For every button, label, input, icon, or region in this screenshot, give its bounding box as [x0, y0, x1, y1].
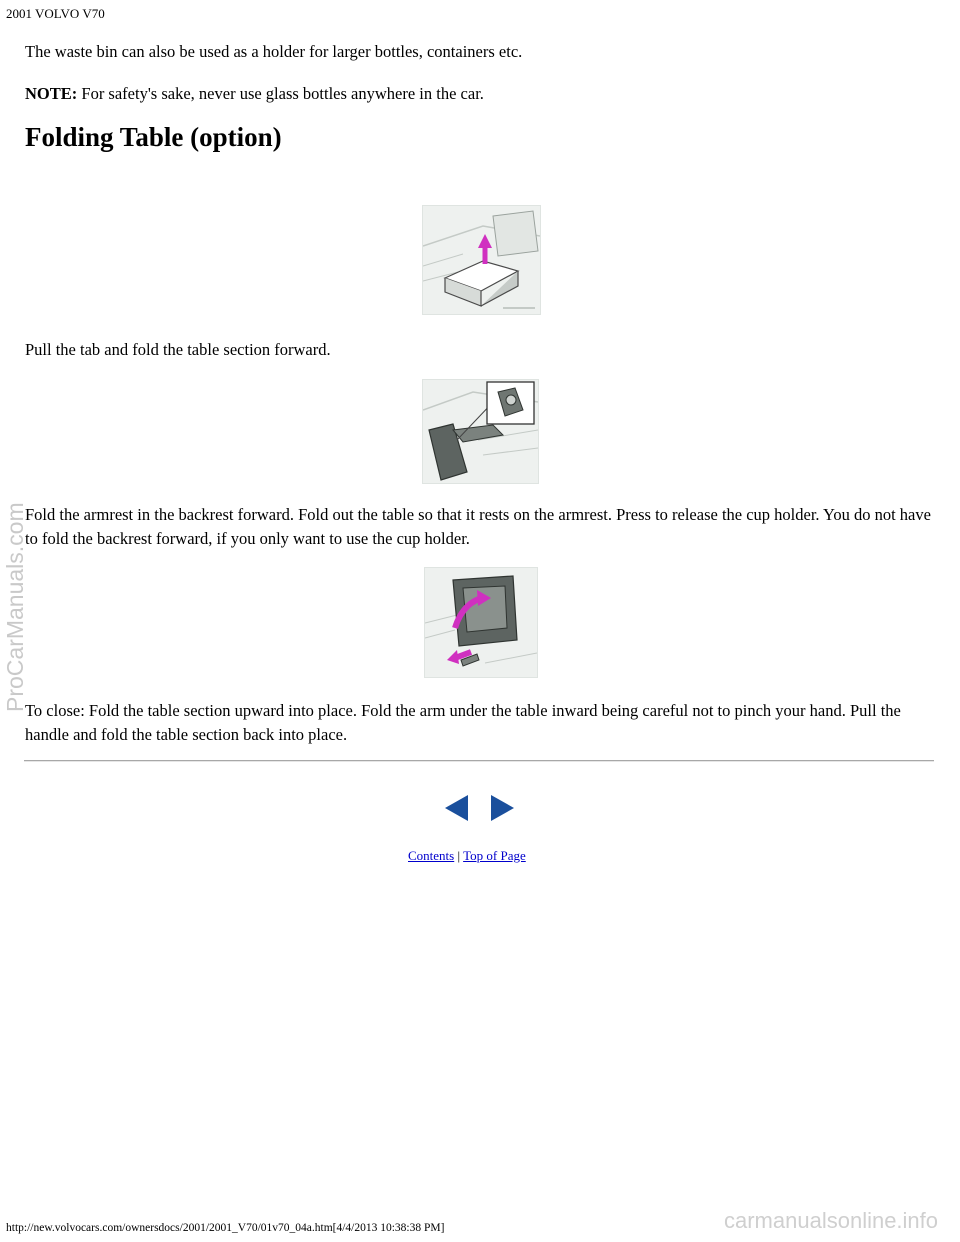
figure-pull-tab	[422, 205, 541, 315]
figure-close-table	[424, 567, 538, 678]
note-paragraph	[25, 82, 937, 106]
watermark-left: ProCarManuals.com	[2, 502, 28, 712]
figure-fold-armrest	[422, 379, 539, 484]
document-header: 2001 VOLVO V70	[6, 6, 105, 21]
horizontal-divider	[24, 760, 934, 762]
arrow-left-icon	[444, 794, 470, 822]
previous-page-button[interactable]	[444, 794, 470, 827]
step-1-text: Pull the tab and fold the table section forward.	[25, 340, 331, 359]
link-separator: |	[457, 848, 461, 863]
step-3-text: To close: Fold the table section upward into place. Fold the arm under the table inward being careful not to pinch your hand. Pull the handle and fold the table section back into place.	[25, 701, 901, 744]
top-of-page-link[interactable]: Top of Page	[463, 848, 526, 863]
note-text: For safety's sake, never use glass bottles anywhere in the car.	[77, 84, 484, 103]
section-heading: Folding Table (option)	[25, 122, 282, 152]
step-2-text: Fold the armrest in the backrest forward. Fold out the table so that it rests on the armrest. Press to release the cup holder. You do not have to fold the backrest forward, if you only want to use the cup holder.	[25, 505, 931, 548]
watermark-bottom: carmanualsonline.info	[724, 1208, 939, 1233]
contents-link[interactable]: Contents	[408, 848, 455, 863]
next-page-button[interactable]	[489, 794, 515, 827]
source-url: http://new.volvocars.com/ownersdocs/2001/2001_V70/01v70_04a.htm[4/4/2013 10:38:38 PM]	[6, 1222, 445, 1234]
footer-links	[408, 848, 526, 864]
note-label: NOTE:	[25, 84, 78, 103]
intro-paragraph: The waste bin can also be used as a holder for larger bottles, containers etc.	[25, 42, 523, 61]
arrow-right-icon	[489, 794, 515, 822]
